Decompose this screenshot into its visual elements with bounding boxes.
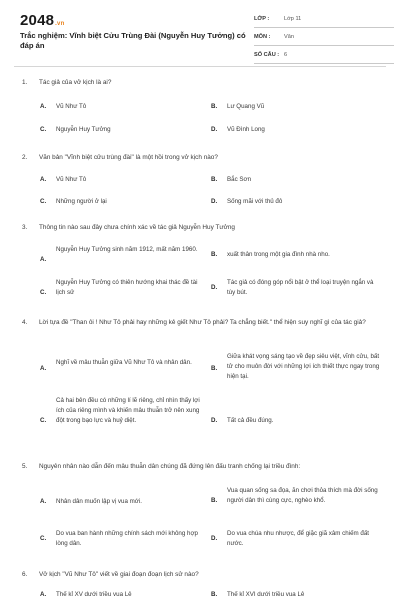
option-letter: D. bbox=[211, 284, 218, 291]
page-header bbox=[0, 0, 400, 70]
option-letter: A. bbox=[40, 256, 47, 263]
option-text: Cả hai bên đều có những lí lẽ riêng, chỉ nhìn thấy lợi ích của riêng mình và khiến mâu thuẫn trở nên xung đột trong bạo lực và huỷ diệt. bbox=[56, 397, 200, 424]
question-stem bbox=[22, 570, 372, 580]
question-text: Nguyên nhân nào dẫn đến mâu thuẫn dân chúng đã đứng lên đấu tranh chống lại triều đình: bbox=[39, 463, 301, 470]
option-letter: B. bbox=[211, 251, 218, 258]
option-text: Vua quan sống sa đọa, ăn chơi thỏa thích mà đời sống người dân thì cùng cực, nghèo khổ. bbox=[227, 487, 378, 504]
option-text: Vũ Đình Long bbox=[227, 126, 265, 133]
option-letter: A. bbox=[40, 365, 47, 372]
question-text: Tác giả của vở kịch là ai? bbox=[39, 79, 112, 86]
meta-subject-value: Văn bbox=[284, 34, 294, 40]
option-letter: C. bbox=[40, 417, 47, 424]
option-letter: D. bbox=[211, 417, 218, 424]
option-letter: B. bbox=[211, 497, 218, 504]
option-letter: C. bbox=[40, 198, 47, 205]
option-text: Tác giả có đóng góp nổi bật ở thể loại truyện ngắn và tùy bút. bbox=[227, 279, 374, 296]
question-number: 1. bbox=[22, 79, 28, 86]
option-text: Nghĩ về mâu thuẫn giữa Vũ Như Tô và nhân dân. bbox=[56, 359, 192, 366]
option-letter: D. bbox=[211, 126, 218, 133]
question-text: Văn bản "Vĩnh biệt cửu trùng đài" là một hồi trong vở kịch nào? bbox=[39, 154, 218, 161]
option-text: Thế kỉ XVI dưới triều vua Lê bbox=[227, 591, 305, 598]
question-number: 3. bbox=[22, 224, 28, 231]
site-logo[interactable] bbox=[20, 12, 64, 29]
quiz-meta bbox=[254, 10, 394, 64]
question-number: 2. bbox=[22, 154, 28, 161]
question-text: Lời tựa đề "Than ôi ! Như Tô phải hay những kẻ giết Như Tô phải? Ta chẳng biết." thể hiện suy nghĩ gì của tác giả? bbox=[39, 319, 366, 326]
option-letter: C. bbox=[40, 289, 47, 296]
option-letter: C. bbox=[40, 535, 47, 542]
option-letter: A. bbox=[40, 498, 47, 505]
meta-subject-row bbox=[254, 28, 394, 46]
meta-count-value: 6 bbox=[284, 52, 288, 58]
option-letter: C. bbox=[40, 126, 47, 133]
question-stem bbox=[22, 153, 372, 163]
meta-class-value: Lớp 11 bbox=[284, 16, 302, 22]
option-text: Vũ Như Tô bbox=[56, 103, 87, 110]
meta-count-label: SỐ CÂU : bbox=[254, 52, 280, 58]
option-letter: D. bbox=[211, 535, 218, 542]
header-divider bbox=[14, 66, 386, 67]
question-stem bbox=[22, 223, 372, 233]
option-text: Sống mãi với thủ đô bbox=[227, 198, 283, 205]
option-letter: B. bbox=[211, 365, 218, 372]
option-text: Những người ở lại bbox=[56, 198, 107, 205]
option-text: Nhân dân muốn lập vị vua mới. bbox=[56, 498, 142, 505]
option-letter: B. bbox=[211, 591, 218, 598]
question-number: 5. bbox=[22, 463, 28, 470]
logo-text: 2048 bbox=[20, 12, 55, 29]
option-letter: B. bbox=[211, 103, 218, 110]
meta-class-label: LỚP : bbox=[254, 16, 270, 22]
option-text: Nguyễn Huy Tưởng sinh năm 1912, mất năm 1960. bbox=[56, 246, 198, 253]
question-number: 4. bbox=[22, 319, 28, 326]
logo-suffix: .vn bbox=[55, 21, 65, 27]
option-letter: A. bbox=[40, 591, 47, 598]
question-number: 6. bbox=[22, 571, 28, 578]
page-title: Trắc nghiệm: Vĩnh biệt Cửu Trùng Đài (Nguyễn Huy Tưởng) có đáp án bbox=[20, 31, 246, 50]
option-letter: A. bbox=[40, 103, 47, 110]
option-text: Thế kỉ XV dưới triều vua Lê bbox=[56, 591, 132, 598]
question-stem bbox=[22, 318, 372, 328]
question-text: Thông tin nào sau đây chưa chính xác về tác giả Nguyễn Huy Tưởng bbox=[39, 224, 235, 231]
option-text: Lư Quang Vũ bbox=[227, 103, 265, 110]
question-text: Vở kịch "Vũ Như Tô" viết về giai đoạn đoạn lịch sử nào? bbox=[39, 571, 199, 578]
option-text: Nguyễn Huy Tưởng có thiên hướng khai thác đề tài lịch sử bbox=[56, 279, 198, 296]
option-text: Nguyễn Huy Tưởng bbox=[56, 126, 111, 133]
option-text: Giữa khát vọng sáng tạo về đẹp siêu việt, vĩnh cửu, bất tử cho muôn đời với những lợi ích thiết thực ngay trong hiện tại. bbox=[227, 353, 380, 380]
option-text: Tất cả đều đúng. bbox=[227, 417, 274, 424]
option-text: Vũ Như Tô bbox=[56, 176, 87, 183]
question-stem bbox=[22, 78, 372, 88]
meta-count-row bbox=[254, 46, 394, 64]
option-text: Bắc Sơn bbox=[227, 176, 252, 183]
option-letter: A. bbox=[40, 176, 47, 183]
option-text: xuất thân trong một gia đình nhà nho. bbox=[227, 251, 330, 258]
meta-class-row bbox=[254, 10, 394, 28]
question-stem bbox=[22, 462, 372, 472]
option-letter: B. bbox=[211, 176, 218, 183]
option-text: Do vua ban hành những chính sách mới không hợp lòng dân. bbox=[56, 530, 198, 547]
option-text: Do vua chúa nhu nhược, để giặc giã xâm chiếm đất nước. bbox=[227, 530, 369, 547]
meta-subject-label: MÔN : bbox=[254, 34, 271, 40]
option-letter: D. bbox=[211, 198, 218, 205]
